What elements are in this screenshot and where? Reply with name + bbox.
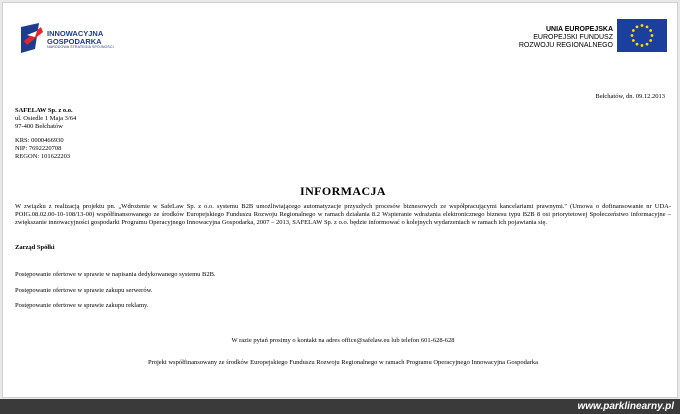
eu-star-icon bbox=[649, 29, 652, 32]
logo-line-2: GOSPODARKA bbox=[47, 37, 102, 46]
eu-line-1: UNIA EUROPEJSKA bbox=[545, 26, 613, 33]
watermark: www.parklinearny.pl bbox=[577, 401, 674, 412]
eu-star-icon bbox=[631, 34, 634, 37]
company-address bbox=[15, 107, 76, 130]
company-city: 97-400 Bełchatów bbox=[15, 122, 63, 130]
eu-star-icon bbox=[641, 24, 644, 27]
intro-paragraph: W związku z realizacją projektu pn. „Wdrożenie w SafeLaw Sp. z o.o. systemu B2B umożliwiającego automatyzacje przyszłych procesów biznesowych ze współpracującymi kancelariami prawnymi." (Umowa o dofinansowanie nr UDA-POIG.08.02.00-10-108/13-00) współfinansowanego ze środków Europejskiego Funduszu Rozwoju Regionalnego w ramach działania 8.2 Wspieranie wdrażania elektronicznego biznesu typu B2B 8 osi priorytetowej Społeczeństwo informacyjne – zwiększanie innowacyjności gospodarki Programu Operacyjnego Innowacyjna Gospodarka, 2007 – 2013, SAFELAW Sp. z o.o. będzie informować o kolejnych wydarzeniach w ramach ich pojawiania się. bbox=[15, 203, 671, 226]
cofinancing-note: Projekt współfinansowany ze środków Europejskiego Funduszu Rozwoju Regionalnego w ramach Programu Operacyjnego Innowacyjna Gospodarka bbox=[147, 359, 539, 366]
board-heading: Zarząd Spółki bbox=[15, 244, 55, 251]
document-page bbox=[2, 2, 678, 398]
eu-star-icon bbox=[651, 34, 654, 37]
tender-item[interactable]: Postępowanie ofertowe w sprawie zakupu reklamy. bbox=[15, 302, 149, 309]
tender-item[interactable]: Postępowanie ofertowe w sprawie w napisania dedykowanego systemu B2B. bbox=[15, 271, 216, 278]
logo-tagline: NARODOWA STRATEGIA SPÓJNOŚCI bbox=[47, 45, 114, 49]
eu-line-2: EUROPEJSKI FUNDUSZ bbox=[533, 34, 613, 41]
regon-number: REGON: 101622203 bbox=[15, 152, 71, 160]
letter-date: Bełchatów, dn. 09.12.2013 bbox=[595, 93, 665, 100]
eu-star-icon bbox=[646, 43, 649, 46]
document-title: INFORMACJA bbox=[300, 184, 386, 198]
company-name: SAFELAW Sp. z o.o. bbox=[15, 107, 73, 114]
innowacyjna-gospodarka-logo bbox=[47, 30, 103, 46]
eu-flag-icon bbox=[617, 19, 667, 52]
eu-star-icon bbox=[641, 44, 644, 47]
eu-line-3: ROZWOJU REGIONALNEGO bbox=[518, 42, 613, 49]
company-registration bbox=[15, 137, 70, 160]
eu-star-icon bbox=[632, 29, 635, 32]
krs-number: KRS: 0000466930 bbox=[15, 137, 64, 144]
company-street: ul. Osiedle 1 Maja 3/64 bbox=[15, 114, 77, 122]
eu-star-icon bbox=[649, 39, 652, 42]
eu-star-icon bbox=[632, 39, 635, 42]
nip-number: NIP: 7692220708 bbox=[15, 144, 62, 152]
tender-item[interactable]: Postępowanie ofertowe w sprawie zakupu serwerów. bbox=[15, 286, 153, 294]
logo-line-1: INNOWACYJNA bbox=[47, 29, 104, 38]
contact-info: W razie pytań prosimy o kontakt na adres office@safelaw.eu lub telefon 601-628-628 bbox=[231, 337, 455, 344]
tender-list bbox=[15, 271, 216, 318]
eu-star-icon bbox=[646, 25, 649, 28]
eu-star-icon bbox=[636, 43, 639, 46]
eu-star-icon bbox=[636, 25, 639, 28]
eu-logo-text bbox=[519, 26, 613, 50]
